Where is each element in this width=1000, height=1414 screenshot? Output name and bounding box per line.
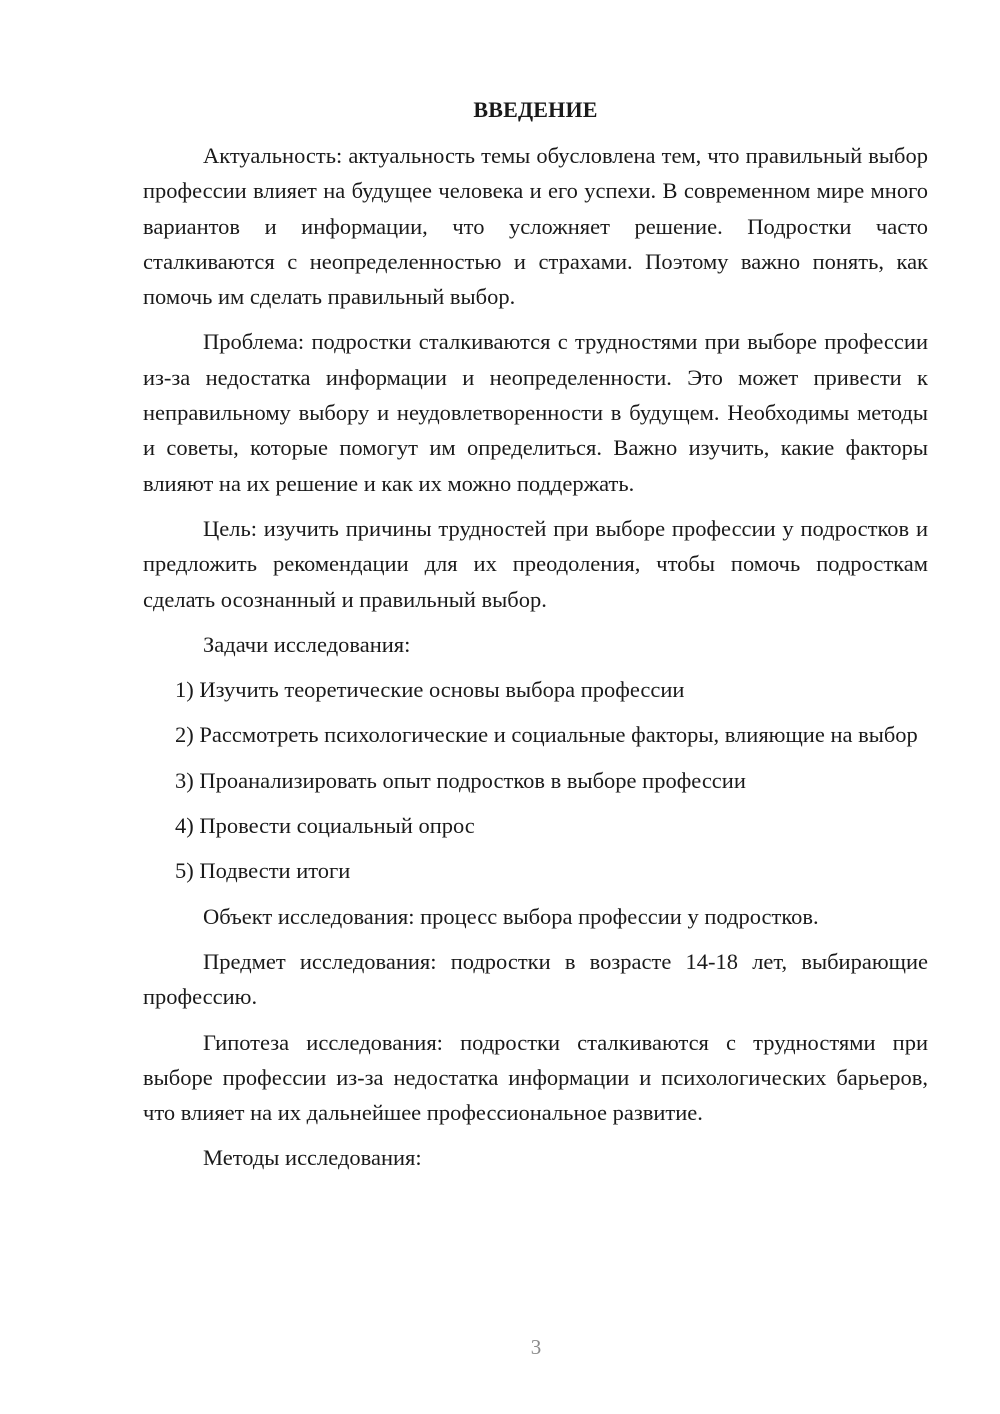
paragraph-tasks-heading: Задачи исследования: xyxy=(203,631,411,657)
page-number: 3 xyxy=(530,1335,542,1359)
task-item: 5) Подвести итоги xyxy=(175,858,351,884)
document-body xyxy=(143,96,928,1186)
paragraph-goal: Цель: изучить причины трудностей при выборе профессии у подростков и предложить рекомендации для их преодоления, чтобы помочь подросткам сделать осознанный и правильный выбор. xyxy=(143,515,928,612)
task-item: 3) Проанализировать опыт подростков в выборе профессии xyxy=(175,767,746,793)
task-item: 1) Изучить теоретические основы выбора профессии xyxy=(175,677,685,703)
paragraph-hypothesis: Гипотеза исследования: подростки сталкиваются с трудностями при выборе профессии из-за недостатка информации и психологических барьеров, что влияет на их дальнейшее профессиональное развитие. xyxy=(143,1029,928,1126)
task-item: 2) Рассмотреть психологические и социальные факторы, влияющие на выбор xyxy=(175,722,918,748)
page-title: ВВЕДЕНИЕ xyxy=(473,97,598,122)
paragraph-object: Объект исследования: процесс выбора профессии у подростков. xyxy=(203,903,819,929)
paragraph-methods: Методы исследования: xyxy=(203,1145,422,1171)
paragraph-problem: Проблема: подростки сталкиваются с трудностями при выборе профессии из-за недостатка информации и неопределенности. Это может привести к неправильному выбору и неудовлетворенности в будущем. Необходимы методы и советы, которые помогут им определиться. Важно изучить, какие факторы влияют на их решение и как их можно поддержать. xyxy=(143,329,928,496)
task-item: 4) Провести социальный опрос xyxy=(175,813,475,839)
paragraph-subject: Предмет исследования: подростки в возрасте 14-18 лет, выбирающие профессию. xyxy=(143,948,928,1010)
paragraph-relevance: Актуальность: актуальность темы обусловлена тем, что правильный выбор профессии влияет на будущее человека и его успехи. В современном мире много вариантов и информации, что усложняет решение. Подростки часто сталкиваются с неопределенностью и страхами. Поэтому важно понять, как помочь им сделать правильный выбор. xyxy=(143,143,928,310)
